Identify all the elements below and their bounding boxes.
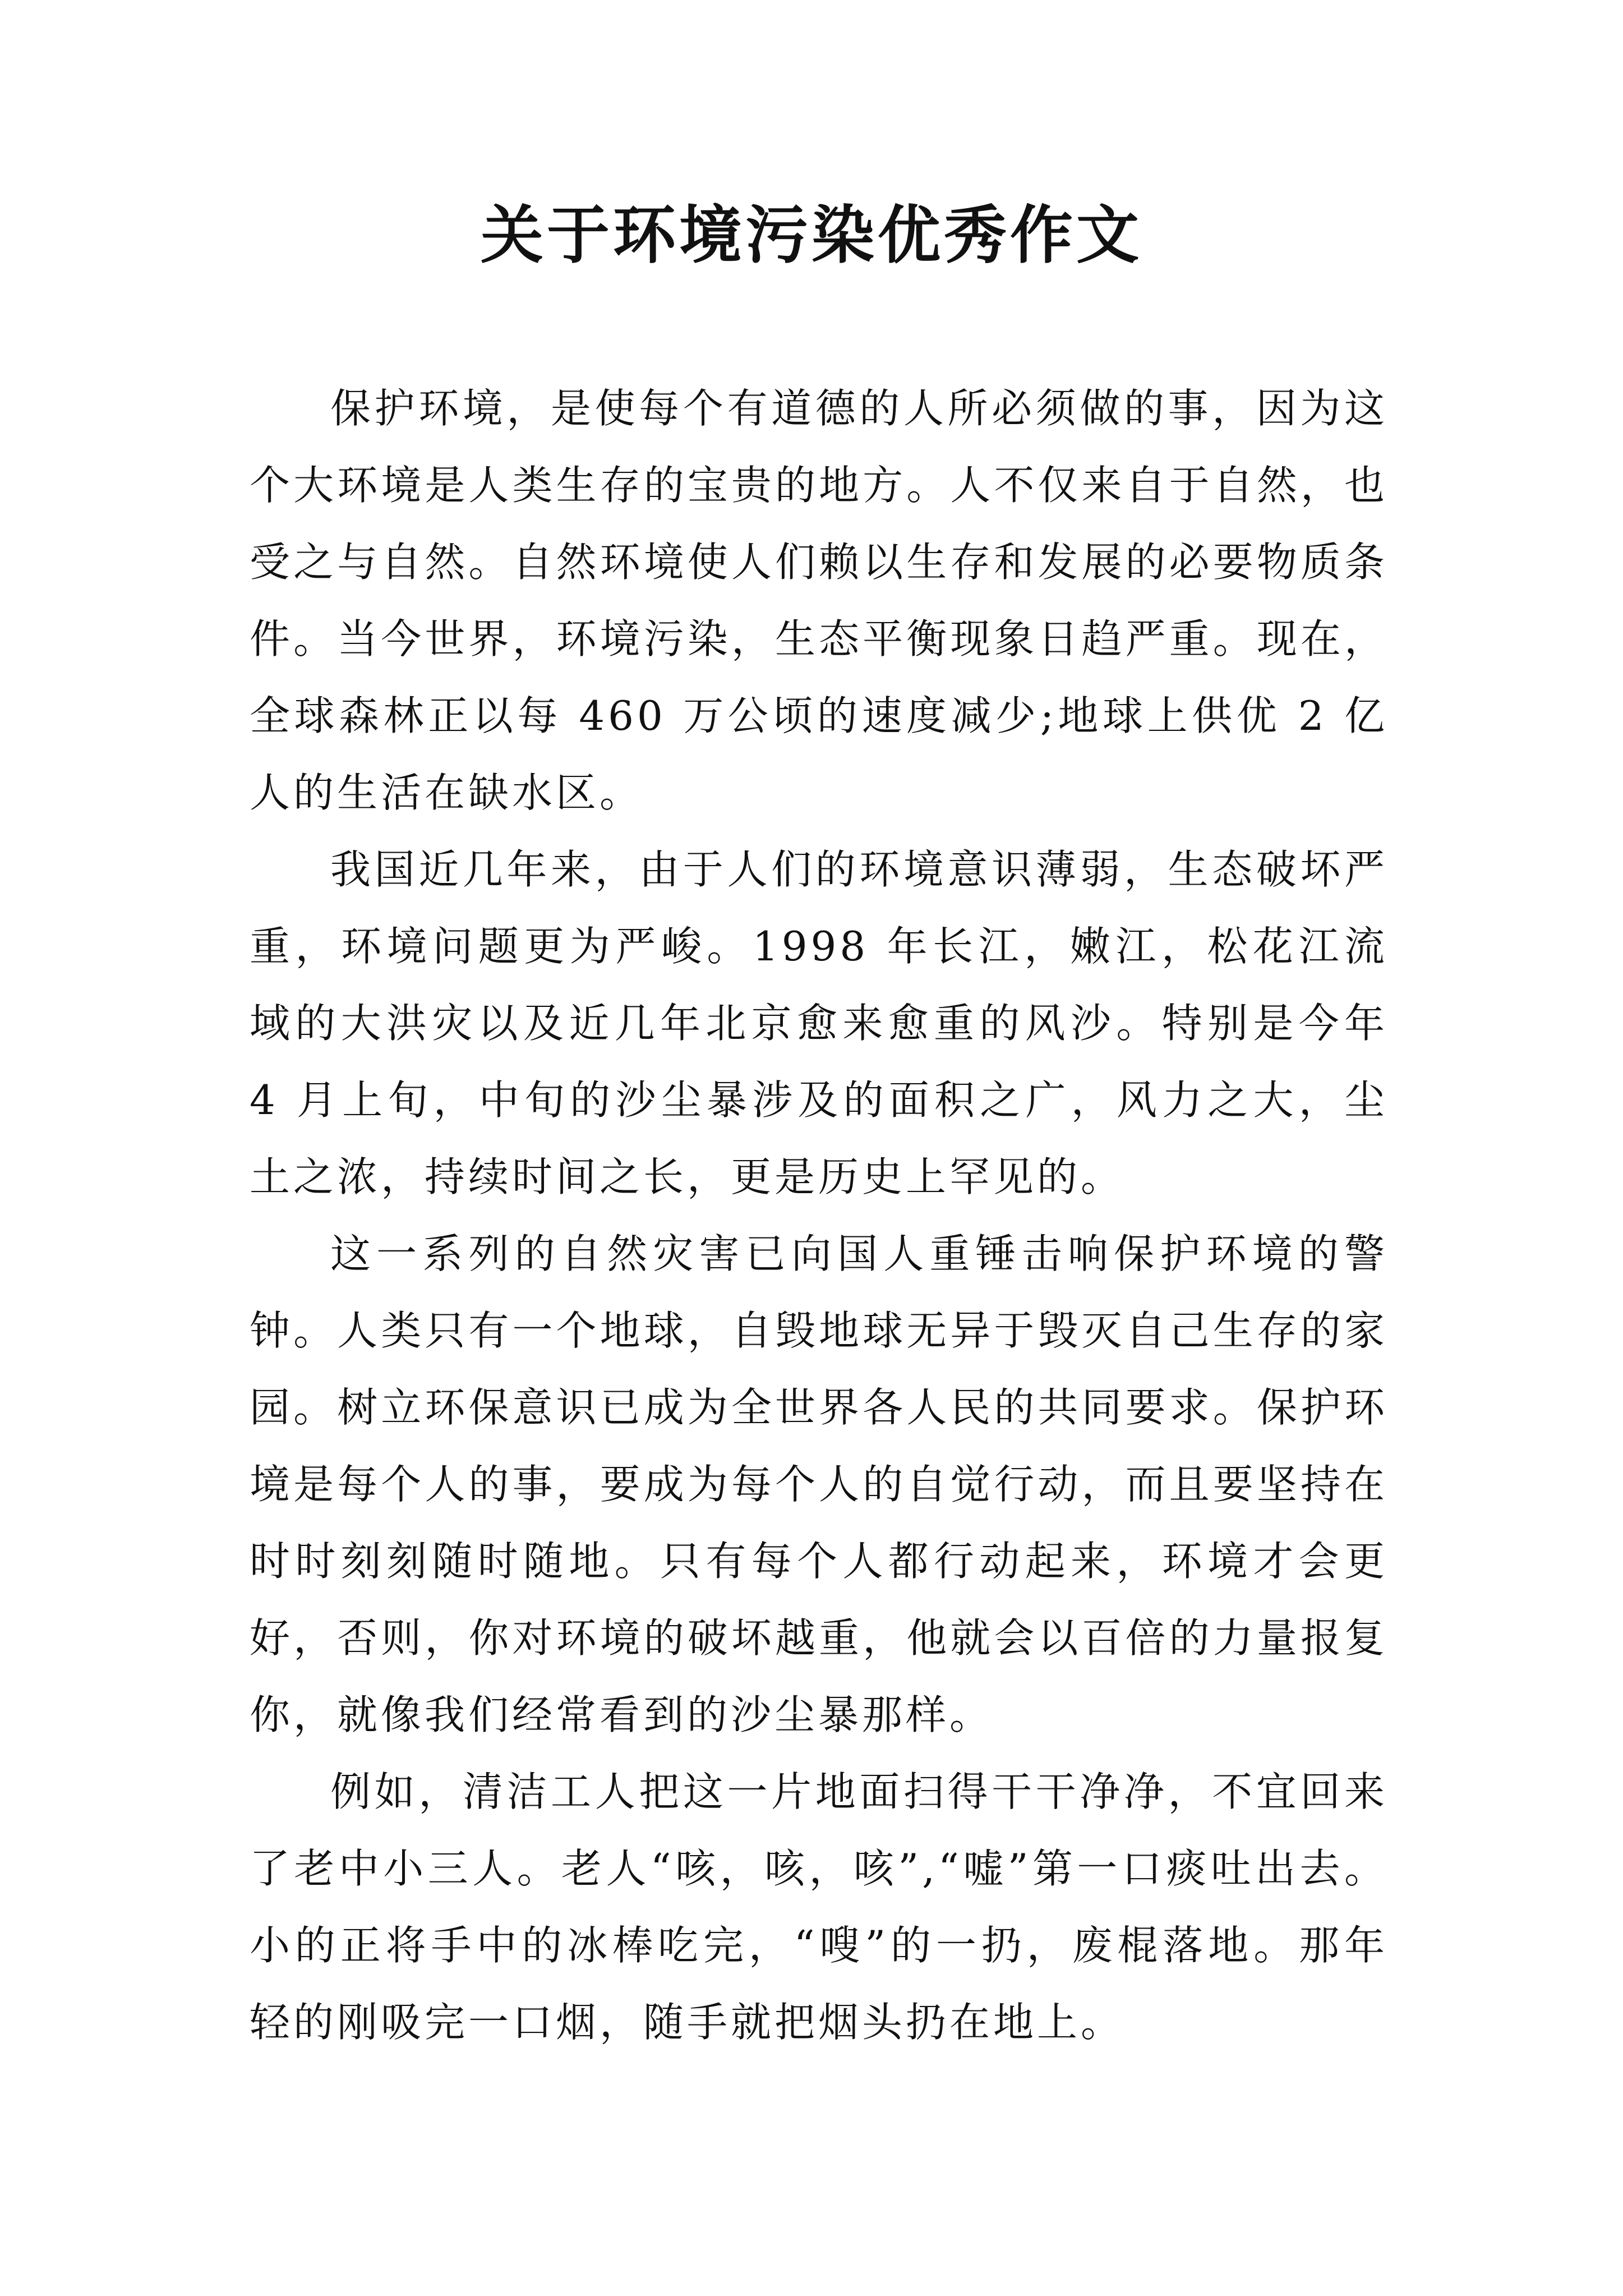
document-body	[250, 370, 1388, 2061]
paragraph-4: 例如，清洁工人把这一片地面扫得干干净净，不宜回来了老中小三人。老人“咳，咳，咳”,“嘘”第一口痰吐出去。小的正将手中的冰棒吃完，“嗖”的一扔，废棍落地。那年轻的刚吸完一口烟，随手就把烟头扔在地上。	[250, 1768, 1388, 2046]
document-title: 关于环境污染优秀作文	[481, 199, 1142, 272]
paragraph-3: 这一系列的自然灾害已向国人重锤击响保护环境的警钟。人类只有一个地球，自毁地球无异于毁灭自己生存的家园。树立环保意识已成为全世界各人民的共同要求。保护环境是每个人的事，要成为每个人的自觉行动，而且要坚持在时时刻刻随时随地。只有每个人都行动起来，环境才会更好，否则，你对环境的破坏越重，他就会以百倍的力量报复你，就像我们经常看到的沙尘暴那样。	[250, 1230, 1388, 1738]
paragraph-1: 保护环境，是使每个有道德的人所必须做的事，因为这个大环境是人类生存的宝贵的地方。人不仅来自于自然，也受之与自然。自然环境使人们赖以生存和发展的必要物质条件。当今世界，环境污染，生态平衡现象日趋严重。现在，全球森林正以每 460 万公顷的速度减少;地球上供优 2 亿人的生活在缺水区。	[250, 385, 1388, 816]
paragraph-2: 我国近几年来，由于人们的环境意识薄弱，生态破坏严重，环境问题更为严峻。1998 年长江，嫩江，松花江流域的大洪灾以及近几年北京愈来愈重的风沙。特别是今年 4 月上旬，中旬的沙尘暴涉及的面积之广，风力之大，尘土之浓，持续时间之长，更是历史上罕见的。	[250, 846, 1388, 1200]
